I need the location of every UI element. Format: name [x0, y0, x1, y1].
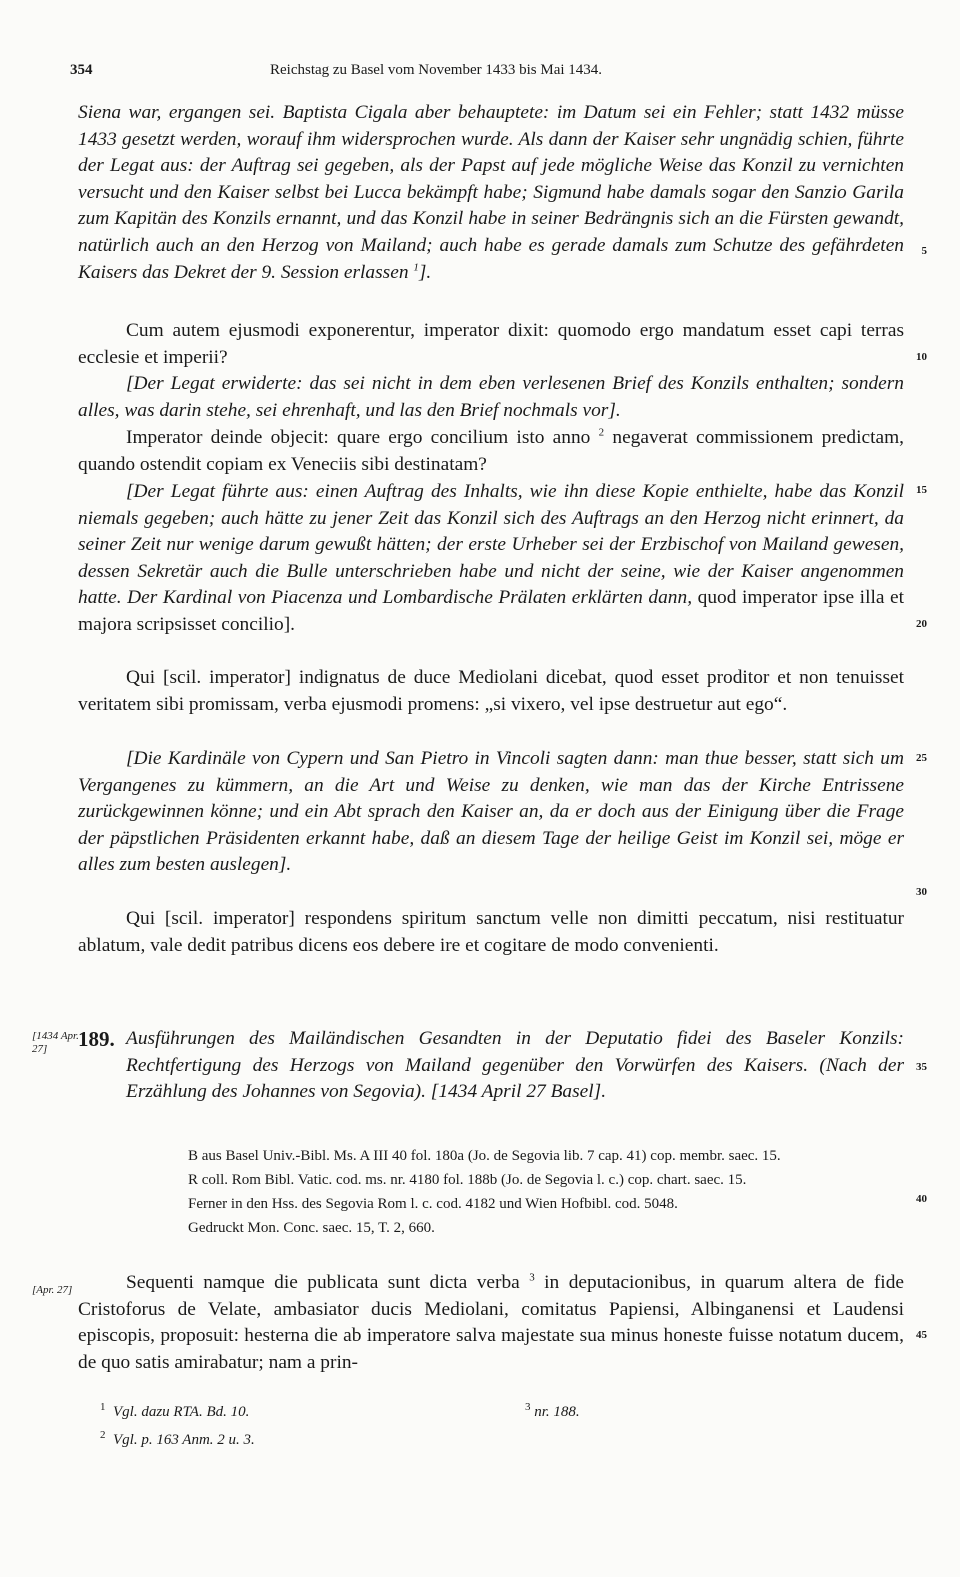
footnote-ref: 3 — [529, 1271, 535, 1284]
document-number: 189. — [78, 1027, 115, 1051]
document-title: Ausführungen des Mailändischen Gesandten in der Deputatio fidei des Baseler Konzils: Rechtfertigung des Herzogs von Mailand gegenüber den Vorwürfen des Kaisers. (Nach der Erzählung des Johannes von Segovia). [1434 April 27 Basel]. — [126, 1028, 904, 1103]
source-entry: B aus Basel Univ.-Bibl. Ms. A III 40 fol. 180a (Jo. de Segovia lib. 7 cap. 41) cop. membr. saec. 15. — [188, 1148, 781, 1164]
paragraph-legat-report: Siena war, ergangen sei. Baptista Cigala aber behauptete: im Datum sei ein Fehler; statt 1432 müsse 1433 gesetzt werden, worauf ihm widersprochen wurde. Als dann der Kaiser sehr ungnädig schien, führte der Legat aus: der Auftrag sei gegeben, als der Papst auf jede mögliche Weise das Konzil zu vernichten versucht und den Kaiser selbst bei Lucca bekämpft habe; Sigmund habe damals sogar den Sanzio Garila zum Kapitän des Konzils ernannt, und das Konzil habe in seiner Bedrängnis sich an die Fürsten gewandt, natürlich auch an den Herzog von Mailand; auch habe es gerade damals zum Schutze des gefährdeten Kaisers das Dekret der 9. Session erlassen $^1$]. — [78, 102, 904, 283]
line-number: 5 — [921, 245, 927, 257]
line-number: 15 — [916, 484, 927, 496]
margin-date: [1434 Apr. 27] — [32, 1030, 79, 1055]
line-number: 35 — [916, 1061, 927, 1073]
running-title: Reichstag zu Basel vom November 1433 bis Mai 1434. — [270, 62, 603, 78]
paragraph-legat-reply: [Der Legat erwiderte: das sei nicht in dem eben verlesenen Brief des Konzils enthalten; sondern alles, was darin stehe, sei ehrenhaft, und las den Brief nochmals vor]. — [78, 373, 904, 421]
page-number: 354 — [70, 62, 93, 78]
footnote: $^3$ nr. 188. — [525, 1401, 580, 1420]
paragraph-latin-4: Qui [scil. imperator] respondens spiritum sanctum velle non dimitti peccatum, nisi restituatur ablatum, vale dedit patribus dicens eos debere ire et cogitare de modo convenienti. — [78, 908, 904, 956]
source-entry: R coll. Rom Bibl. Vatic. cod. ms. nr. 4180 fol. 188b (Jo. de Segovia l. c.) cop. chart. saec. 15. — [188, 1172, 747, 1188]
source-list — [188, 1144, 904, 1240]
paragraph-latin-1: Cum autem ejusmodi exponerentur, imperator dixit: quomodo ergo mandatum esset capi terras ecclesie et imperii? — [78, 320, 904, 368]
document-heading — [78, 1026, 904, 1106]
margin-date: [Apr. 27] — [32, 1284, 73, 1296]
footnote: $^2$ Vgl. p. 163 Anm. 2 u. 3. — [100, 1429, 255, 1448]
running-head — [70, 62, 900, 86]
line-number: 10 — [916, 351, 927, 363]
paragraph-latin-3: Qui [scil. imperator] indignatus de duce Mediolani dicebat, quod esset proditor et non tenuisset veritatem sibi promissam, verba ejusmodi promens: „si vixero, vel ipse destruetur aut ego“. — [78, 667, 904, 715]
footnote: $^1$ Vgl. dazu RTA. Bd. 10. — [100, 1401, 250, 1420]
paragraph-document-body: Sequenti namque die publicata sunt dicta verba $^3$ in deputacionibus, in quarum altera de fide Cristoforus de Velate, ambasiator ducis Mediolani, comitatus Papiensi, Albinganensi et Laudensi episcopis, proposuit: hesterna die ab imperatore salva majestate sua minus honeste fuisse notatum ducem, de quo satis amirabatur; nam a prin- — [78, 1271, 904, 1373]
source-entry: Gedruckt Mon. Conc. saec. 15, T. 2, 660. — [188, 1220, 435, 1236]
line-number: 20 — [916, 618, 927, 630]
line-number: 40 — [916, 1193, 927, 1205]
source-entry: Ferner in den Hss. des Segovia Rom l. c. cod. 4182 und Wien Hofbibl. cod. 5048. — [188, 1196, 678, 1212]
paragraph-cardinals: [Die Kardinäle von Cypern und San Pietro in Vincoli sagten dann: man thue besser, statt sich um Vergangenes zu kümmern, an die Art und Weise zu denken, wie man das der Kirche Entrissene zurückgewinnen könne; und ein Abt sprach den Kaiser an, da er doch aus der Einigung über die Frage der päpstlichen Präsidenten erkannt habe, daß an diesem Tage der heilige Geist im Konzil sei, möge er alles zum besten auslegen]. — [78, 748, 904, 876]
line-number: 45 — [916, 1329, 927, 1341]
line-number: 30 — [916, 886, 927, 898]
footnote-ref: 2 — [598, 426, 605, 439]
footnote-ref: 1 — [413, 261, 419, 274]
paragraph-legat-explains: [Der Legat führte aus: einen Auftrag des Inhalts, wie ihn diese Kopie enthielte, habe das Konzil niemals gegeben; auch hätte zu jener Zeit das Konzil sich des Auftrags an den Herzog nicht erinnert, da seiner Zeit nur wenige darum gewußt hätten; der erste Urheber sei der Erzbischof von Mailand gewesen, dessen Sekretär auch die Bulle unterschrieben habe und nicht der seine, wie der Kaiser angenommen hatte. Der Kardinal von Piacenza und Lombardische Prälaten erklärten dann, quod imperator ipse illa et majora scripsisset concilio]. — [78, 481, 904, 635]
line-number: 25 — [916, 752, 927, 764]
paragraph-latin-2: Imperator deinde objecit: quare ergo concilium isto anno $^2$ negaverat commissionem predictam, quando ostendit copiam ex Veneciis sibi destinatam? — [78, 426, 905, 475]
